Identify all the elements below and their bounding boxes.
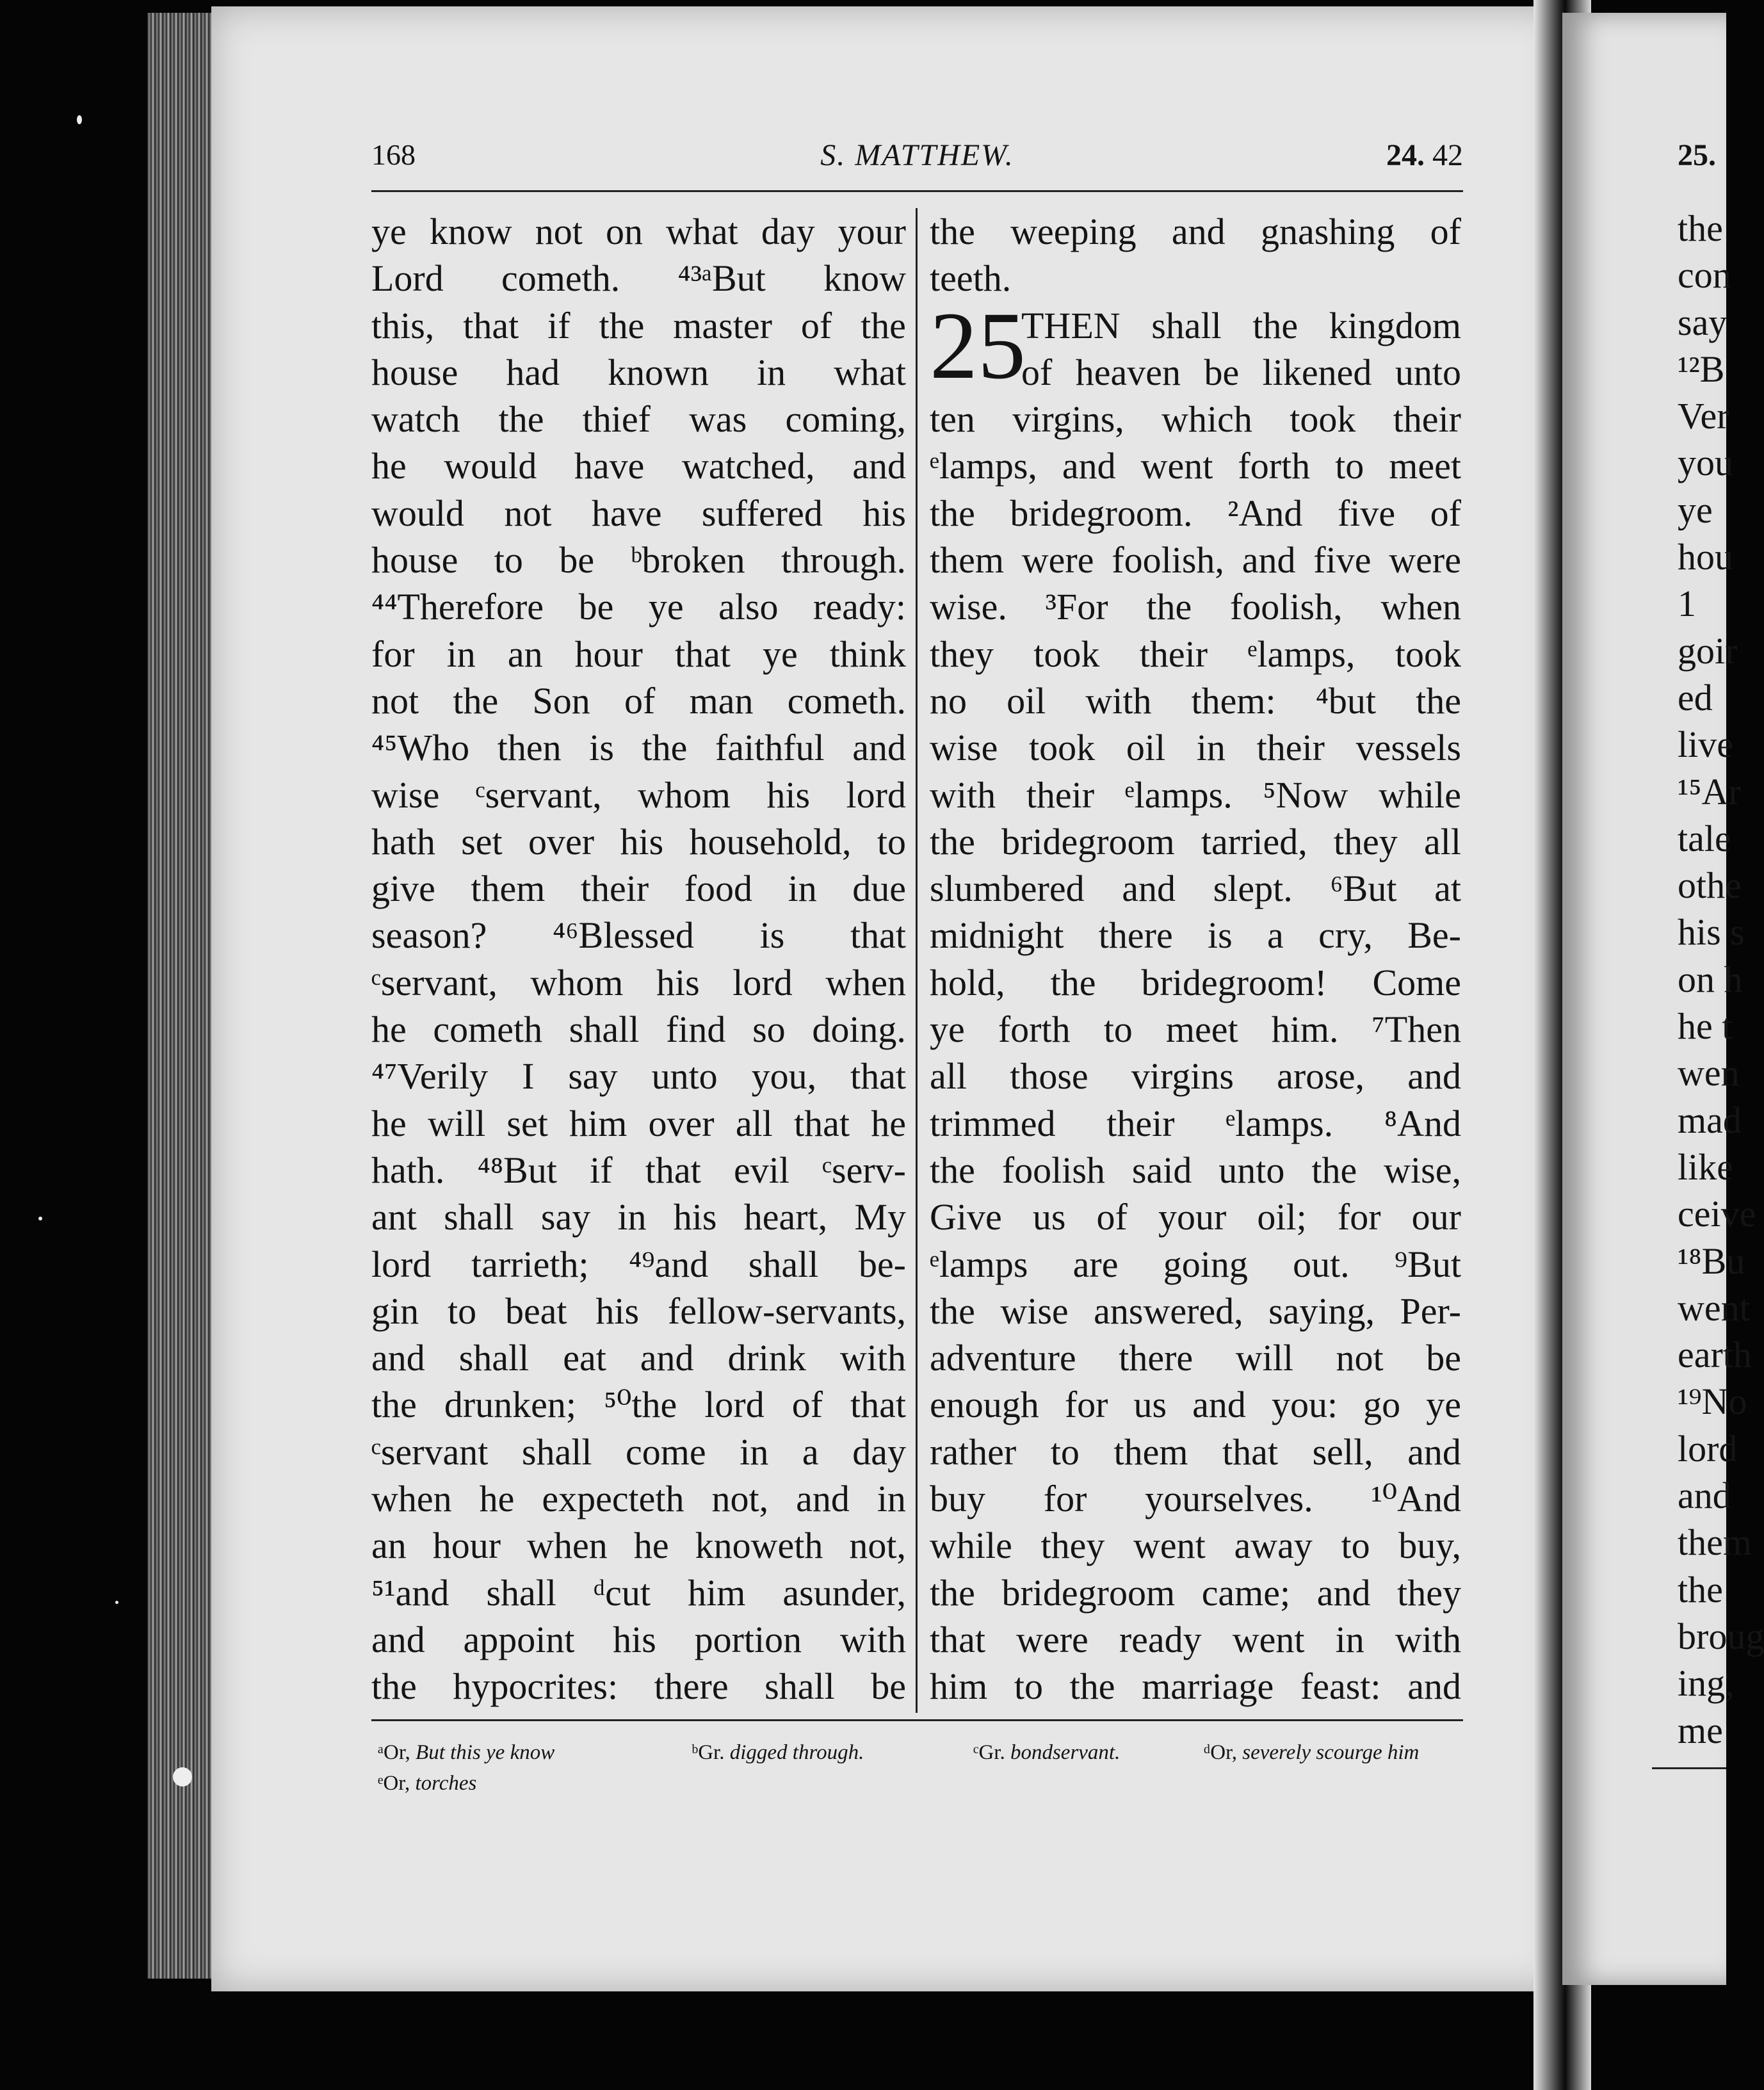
text-column-left <box>371 208 906 1710</box>
right-column-line: slumbered and slept. ⁶But at <box>930 868 1461 910</box>
right-page-line: say <box>1678 301 1728 343</box>
left-column-line: he would have watched, and <box>371 445 906 487</box>
right-page-chapter-ref: 25. <box>1678 138 1716 172</box>
left-column-line: hath. ⁴⁸But if that evil ᶜserv- <box>371 1149 906 1191</box>
right-column-line: ᵉlamps are going out. ⁹But <box>930 1243 1461 1285</box>
left-column-line: ⁴⁴Therefore be ye also ready: <box>371 586 906 628</box>
right-page-line: the <box>1678 1568 1723 1610</box>
right-column-line: wise. ³For the foolish, when <box>930 586 1461 628</box>
left-column-line: wise ᶜservant, whom his lord <box>371 774 906 816</box>
right-page-footnote-rule <box>1652 1767 1726 1769</box>
left-column-line: this, that if the master of the <box>371 304 906 346</box>
right-page-line: ing, <box>1678 1662 1735 1705</box>
footnote-rule <box>371 1719 1463 1721</box>
right-page-line: con <box>1678 254 1731 296</box>
right-page-line: ed <box>1678 676 1713 718</box>
right-page-line: ceive <box>1678 1193 1756 1235</box>
right-page-line: Ver <box>1678 395 1729 437</box>
right-column-line: the bridegroom tarried, they all <box>930 820 1461 863</box>
right-page-line: wen <box>1678 1052 1740 1094</box>
right-column-line: the bridegroom. ²And five of <box>930 492 1461 534</box>
right-column-line: wise took oil in their vessels <box>930 727 1461 769</box>
right-page-line: me <box>1678 1709 1723 1751</box>
right-page-line: the <box>1678 207 1723 249</box>
right-page-line: ¹⁸Bu <box>1678 1240 1745 1282</box>
right-column-line: THEN shall the kingdom <box>1021 304 1461 346</box>
right-column-line: the foolish said unto the wise, <box>930 1149 1461 1191</box>
right-page-line: mad <box>1678 1099 1742 1141</box>
left-column-line: watch the thief was coming, <box>371 398 906 441</box>
speck <box>173 1767 192 1786</box>
right-column-line: the wise answered, saying, Per- <box>930 1290 1461 1332</box>
right-column-line: buy for yourselves. ¹⁰And <box>930 1478 1461 1520</box>
left-column-line: ⁴⁷Verily I say unto you, that <box>371 1055 906 1098</box>
left-column-line: and shall eat and drink with <box>371 1337 906 1379</box>
left-column-line: he cometh shall find so doing. <box>371 1009 906 1051</box>
right-column-line: all those virgins arose, and <box>930 1055 1461 1098</box>
right-page-line: you <box>1678 442 1733 484</box>
chapter-drop-number: 25 <box>930 293 1026 399</box>
right-column-line: ten virgins, which took their <box>930 398 1461 441</box>
text-column-right <box>930 208 1461 1710</box>
left-column-line: ye know not on what day your <box>371 211 906 252</box>
right-column-line: midnight there is a cry, Be- <box>930 914 1461 957</box>
right-page-line: broug <box>1678 1615 1764 1657</box>
right-column-line: they took their ᵉlamps, took <box>930 633 1461 675</box>
right-column-line: that were ready went in with <box>930 1618 1461 1660</box>
right-page-line: ¹⁵Ar <box>1678 770 1741 813</box>
right-page-line: lord <box>1678 1427 1738 1470</box>
right-page-line: ¹⁹No <box>1678 1381 1747 1423</box>
left-column-line: hath set over his household, to <box>371 820 906 863</box>
left-column-line: ᶜservant, whom his lord when <box>371 961 906 1003</box>
right-page-line: live <box>1678 724 1733 766</box>
right-page-line: othe <box>1678 864 1742 907</box>
left-column-line: lord tarrieth; ⁴⁹and shall be- <box>371 1243 906 1285</box>
right-column-line: the bridegroom came; and they <box>930 1571 1461 1614</box>
footnote-b: ᵇGr. digged through. <box>692 1741 864 1764</box>
page-header <box>371 138 1463 176</box>
right-page-text <box>1678 205 1764 1754</box>
speck <box>115 1601 118 1604</box>
left-column-line: the drunken; ⁵⁰the lord of that <box>371 1384 906 1426</box>
left-column-line: house to be ᵇbroken through. <box>371 539 906 581</box>
right-column-line: with their ᵉlamps. ⁵Now while <box>930 774 1461 816</box>
right-column-line: adventure there will not be <box>930 1337 1461 1379</box>
right-page-line: tale <box>1678 817 1731 859</box>
speck <box>77 115 82 124</box>
right-column-line: ye forth to meet him. ⁷Then <box>930 1009 1461 1051</box>
right-page-line: he t <box>1678 1005 1733 1048</box>
running-title: S. MATTHEW. <box>820 138 1014 172</box>
right-column-line: trimmed their ᵉlamps. ⁸And <box>930 1102 1461 1144</box>
right-page-line: and <box>1678 1475 1731 1517</box>
right-column-line: him to the marriage feast: and <box>930 1665 1461 1708</box>
left-column-line: he will set him over all that he <box>371 1102 906 1144</box>
left-column-line: the hypocrites: there shall be <box>371 1665 906 1708</box>
right-page-line: hou <box>1678 536 1733 578</box>
footnote-a: ᵃOr, But this ye know <box>378 1741 555 1764</box>
left-column-line: give them their food in due <box>371 868 906 910</box>
right-column-line: ᵉlamps, and went forth to meet <box>930 445 1461 487</box>
left-column-line: not the Son of man cometh. <box>371 679 906 722</box>
right-column-line: rather to them that sell, and <box>930 1430 1461 1473</box>
footnote-e: ᵉOr, torches <box>378 1772 477 1795</box>
left-column-line: when he expecteth not, and in <box>371 1478 906 1520</box>
left-column-line: Lord cometh. ⁴³ᵃBut know <box>371 257 906 300</box>
right-column-line: no oil with them: ⁴but the <box>930 679 1461 722</box>
right-column-line: Give us of your oil; for our <box>930 1196 1461 1238</box>
right-page-line: on h <box>1678 958 1743 1000</box>
left-column-line: season? ⁴⁶Blessed is that <box>371 914 906 957</box>
left-column-line: ⁴⁵Who then is the faithful and <box>371 727 906 769</box>
right-column-line: enough for us and you: go ye <box>930 1384 1461 1426</box>
right-column-line: of heaven be likened unto <box>1021 351 1461 393</box>
chapter-reference: 24. 42 <box>1386 138 1463 172</box>
right-column-line: hold, the bridegroom! Come <box>930 961 1461 1003</box>
footnote-c: ᶜGr. bondservant. <box>973 1741 1121 1764</box>
speck <box>38 1217 42 1220</box>
right-page-line: ¹²B <box>1678 348 1725 390</box>
footnote-d: ᵈOr, severely scourge him <box>1204 1741 1420 1764</box>
column-divider <box>916 208 918 1713</box>
right-column-line: them were foolish, and five were <box>930 539 1461 581</box>
left-column-line: and appoint his portion with <box>371 1618 906 1660</box>
right-column-line: while they went away to buy, <box>930 1525 1461 1567</box>
right-page-line: ye <box>1678 489 1713 531</box>
left-column-line: would not have suffered his <box>371 492 906 534</box>
right-page-line: earth <box>1678 1334 1752 1376</box>
page-number: 168 <box>371 138 416 171</box>
right-page-line: 1 <box>1678 583 1696 625</box>
right-page-line: went <box>1678 1286 1750 1329</box>
left-column-line: gin to beat his fellow-servants, <box>371 1290 906 1332</box>
left-column-line: house had known in what <box>371 351 906 393</box>
right-page-line: them <box>1678 1521 1752 1564</box>
right-column-line: teeth. <box>930 257 1012 300</box>
right-page-line: his s <box>1678 911 1745 953</box>
left-column-line: an hour when he knoweth not, <box>371 1525 906 1567</box>
right-page-line: like <box>1678 1146 1733 1188</box>
left-column-line: for in an hour that ye think <box>371 633 906 675</box>
left-column-line: ᶜservant shall come in a day <box>371 1430 906 1473</box>
right-column-line: the weeping and gnashing of <box>930 211 1461 252</box>
header-rule <box>371 190 1463 192</box>
right-page-line: goir <box>1678 629 1738 672</box>
left-column-line: ⁵¹and shall ᵈcut him asunder, <box>371 1571 906 1614</box>
left-column-line: ant shall say in his heart, My <box>371 1196 906 1238</box>
